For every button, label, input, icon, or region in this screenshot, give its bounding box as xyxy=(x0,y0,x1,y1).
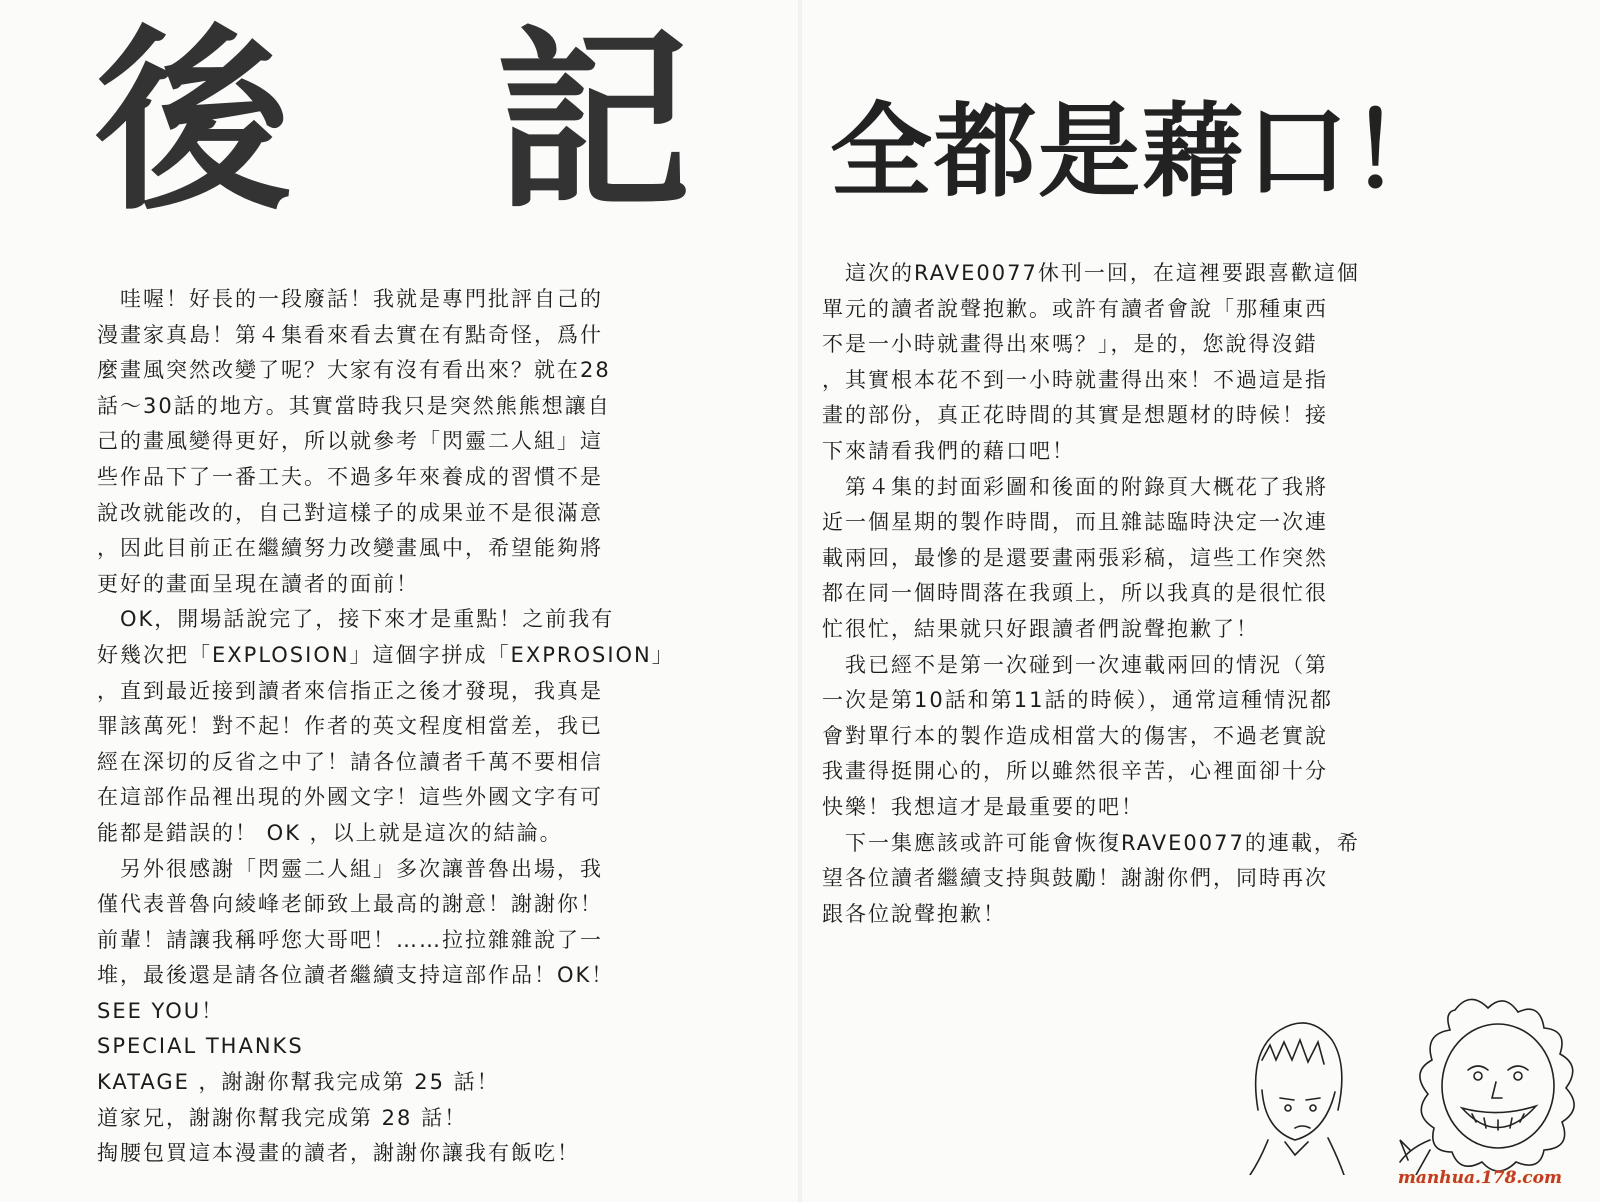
text-line: 漫畫家真島！第４集看來看去實在有點奇怪，爲什 xyxy=(97,322,603,347)
text-line: 快樂！我想這才是最重要的吧！ xyxy=(822,794,1144,819)
text-line: ，因此目前正在繼續努力改變畫風中，希望能夠將 xyxy=(97,536,603,561)
sun-character-sketch xyxy=(1400,999,1574,1175)
text-line: 些作品下了一番工夫。不過多年來養成的習慣不是 xyxy=(97,464,603,489)
boy-sketch xyxy=(1250,1023,1344,1175)
text-line: 好幾次把「EXPLOSION」這個字拼成「EXPROSION」 xyxy=(97,642,675,667)
left-body-text xyxy=(97,282,677,1172)
text-line: KATAGE ，謝謝你幫我完成第 25 話！ xyxy=(97,1070,500,1095)
text-line: 忙很忙，結果就只好跟讀者們說聲抱歉了！ xyxy=(822,616,1259,641)
title-char-1: 後 xyxy=(95,9,286,237)
excuse-headline: 全都是藉口！ xyxy=(830,92,1454,212)
text-line: 掏腰包買這本漫畫的讀者，謝謝你讓我有飯吃！ xyxy=(97,1141,580,1166)
text-line: 麼畫風突然改變了呢？大家有沒有看出來？就在28 xyxy=(97,358,611,383)
text-line: 畫的部份，真正花時間的其實是想題材的時候！接 xyxy=(822,403,1328,428)
title-char-2: 記 xyxy=(495,9,686,237)
text-line: 下一集應該或許可能會恢復RAVE0077的連載，希 xyxy=(822,830,1360,855)
text-line: 會對單行本的製作造成相當大的傷害，不過老實說 xyxy=(822,723,1328,748)
text-line: 載兩回，最慘的是還要畫兩張彩稿，這些工作突然 xyxy=(822,545,1328,570)
text-line: 一次是第10話和第11話的時候），通常這種情況都 xyxy=(822,688,1333,713)
text-line: 不是一小時就畫得出來嗎？」，是的，您說得沒錯 xyxy=(822,332,1318,357)
text-line: 我已經不是第一次碰到一次連載兩回的情況（第 xyxy=(822,652,1328,677)
text-line: SEE YOU！ xyxy=(97,998,225,1023)
text-line: ，直到最近接到讀者來信指正之後才發現，我真是 xyxy=(97,678,603,703)
text-line: 道家兄，謝謝你幫我完成第 28 話！ xyxy=(97,1105,468,1130)
text-line: 前輩！請讓我稱呼您大哥吧！……拉拉雜雜說了一 xyxy=(97,927,603,952)
text-line: ，其實根本花不到一小時就畫得出來！不過這是指 xyxy=(822,367,1328,392)
text-line: 第４集的封面彩圖和後面的附錄頁大概花了我將 xyxy=(822,474,1328,499)
author-doodle xyxy=(1240,990,1600,1175)
text-line: SPECIAL THANKS xyxy=(97,1034,304,1059)
text-line: 單元的讀者說聲抱歉。或許有讀者會說「那種東西 xyxy=(822,296,1328,321)
text-line: 望各位讀者繼續支持與鼓勵！謝謝你們，同時再次 xyxy=(822,866,1328,891)
text-line: 跟各位說聲抱歉！ xyxy=(822,901,1006,926)
site-watermark: manhua.178.com xyxy=(1397,1168,1562,1188)
afterword-title xyxy=(95,9,705,237)
text-line: 能都是錯誤的！ OK ，以上就是這次的結論。 xyxy=(97,820,563,845)
text-line: 哇喔！好長的一段廢話！我就是專門批評自己的 xyxy=(97,287,603,311)
text-line: OK，開場話說完了，接下來才是重點！之前我有 xyxy=(97,607,615,632)
right-body-text xyxy=(822,256,1402,932)
text-line: 近一個星期的製作時間，而且雜誌臨時決定一次連 xyxy=(822,510,1328,535)
text-line: 說改就能改的，自己對這樣子的成果並不是很滿意 xyxy=(97,500,603,525)
text-line: 罪該萬死！對不起！作者的英文程度相當差，我已 xyxy=(97,714,603,739)
text-line: 經在深切的反省之中了！請各位讀者千萬不要相信 xyxy=(97,749,603,774)
text-line: 都在同一個時間落在我頭上，所以我真的是很忙很 xyxy=(822,581,1328,606)
text-line: 更好的畫面呈現在讀者的面前！ xyxy=(97,571,419,596)
text-line: 在這部作品裡出現的外國文字！這些外國文字有可 xyxy=(97,785,603,810)
text-line: 我畫得挺開心的，所以雖然很辛苦，心裡面卻十分 xyxy=(822,759,1328,784)
text-line: 堆，最後還是請各位讀者繼續支持這部作品！OK！ xyxy=(97,963,615,988)
text-line: 己的畫風變得更好，所以就參考「閃靈二人組」這 xyxy=(97,429,603,454)
text-line: 僅代表普魯向綾峰老師致上最高的謝意！謝謝你！ xyxy=(97,892,603,917)
text-line: 下來請看我們的藉口吧！ xyxy=(822,438,1075,463)
text-line: 這次的RAVE0077休刊一回，在這裡要跟喜歡這個 xyxy=(822,261,1360,285)
text-line: 另外很感謝「閃靈二人組」多次讓普魯出場，我 xyxy=(97,856,603,881)
text-line: 話～30話的地方。其實當時我只是突然熊熊想讓自 xyxy=(97,393,611,418)
